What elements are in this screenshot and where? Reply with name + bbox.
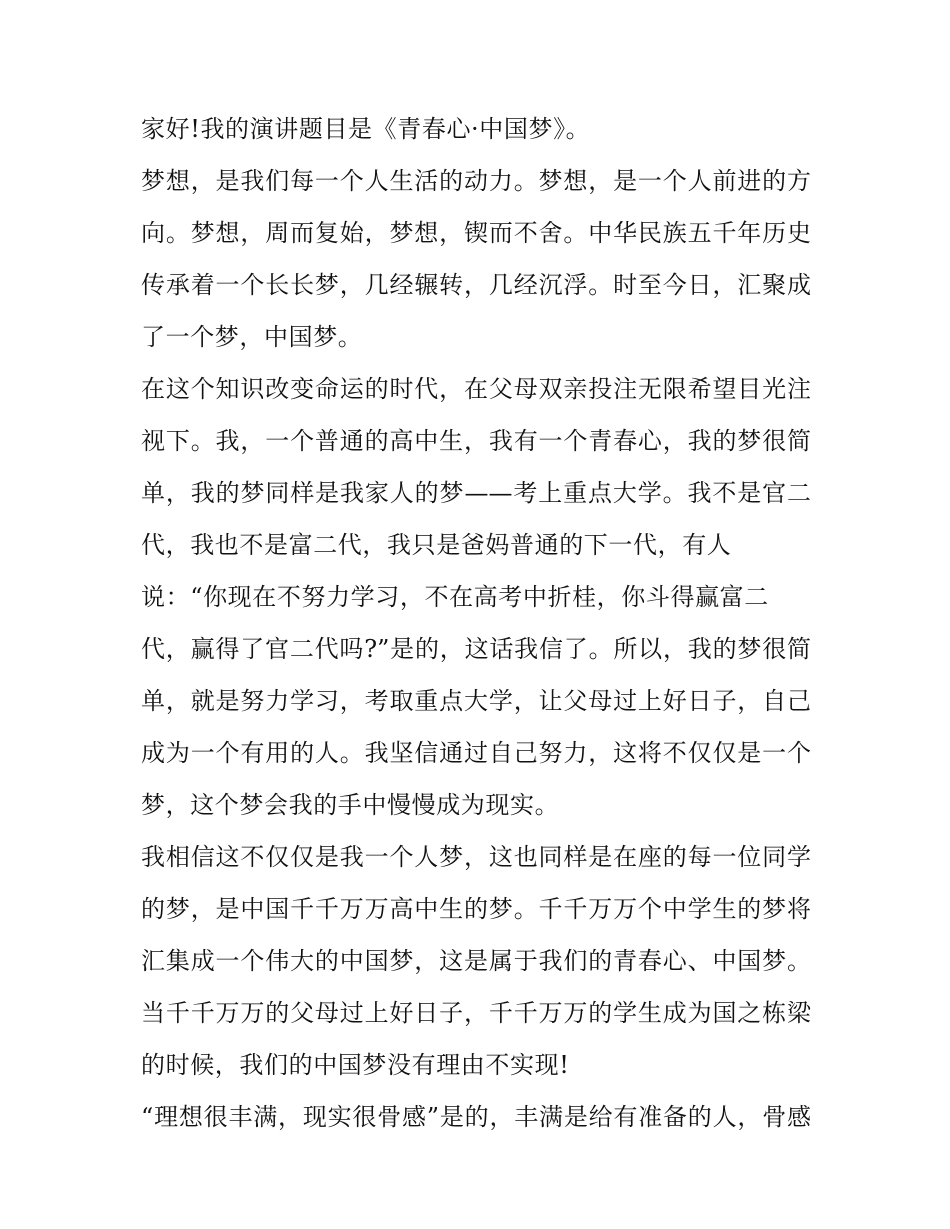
text-line: 梦想，是我们每一个人生活的动力。梦想，是一个人前进的方 (141, 167, 811, 195)
text-line: 我相信这不仅仅是我一个人梦，这也同样是在座的每一位同学 (141, 843, 811, 871)
text-line: 代，我也不是富二代，我只是爸妈普通的下一代，有人 (141, 531, 732, 559)
text-line: 梦，这个梦会我的手中慢慢成为现实。 (141, 791, 560, 819)
text-line: 的时候，我们的中国梦没有理由不实现! (141, 1051, 570, 1079)
text-line: 家好!我的演讲题目是《青春心·中国梦》。 (141, 115, 591, 143)
text-line: 了一个梦，中国梦。 (141, 323, 363, 351)
text-line: 单，就是努力学习，考取重点大学，让父母过上好日子，自己 (141, 687, 811, 715)
text-line: 视下。我，一个普通的高中生，我有一个青春心，我的梦很简 (141, 427, 811, 455)
text-line: 代，赢得了官二代吗?”是的，这话我信了。所以，我的梦很简 (141, 635, 811, 663)
text-line: 在这个知识改变命运的时代，在父母双亲投注无限希望目光注 (141, 375, 811, 403)
text-line: 当千千万万的父母过上好日子，千千万万的学生成为国之栋梁 (141, 999, 811, 1027)
text-line: “理想很丰满，现实很骨感”是的，丰满是给有准备的人，骨感 (141, 1103, 811, 1131)
text-line: 说：“你现在不努力学习，不在高考中折桂，你斗得赢富二 (141, 583, 769, 611)
text-line: 汇集成一个伟大的中国梦，这是属于我们的青春心、中国梦。 (141, 947, 811, 975)
text-line: 向。梦想，周而复始，梦想，锲而不舍。中华民族五千年历史 (141, 219, 811, 247)
text-line: 单，我的梦同样是我家人的梦——考上重点大学。我不是官二 (141, 479, 811, 507)
speech-text (141, 109, 811, 1137)
text-line: 成为一个有用的人。我坚信通过自己努力，这将不仅仅是一个 (141, 739, 811, 767)
text-line: 的梦，是中国千千万万高中生的梦。千千万万个中学生的梦将 (141, 895, 811, 923)
text-line: 传承着一个长长梦，几经辗转，几经沉浮。时至今日，汇聚成 (141, 271, 811, 299)
